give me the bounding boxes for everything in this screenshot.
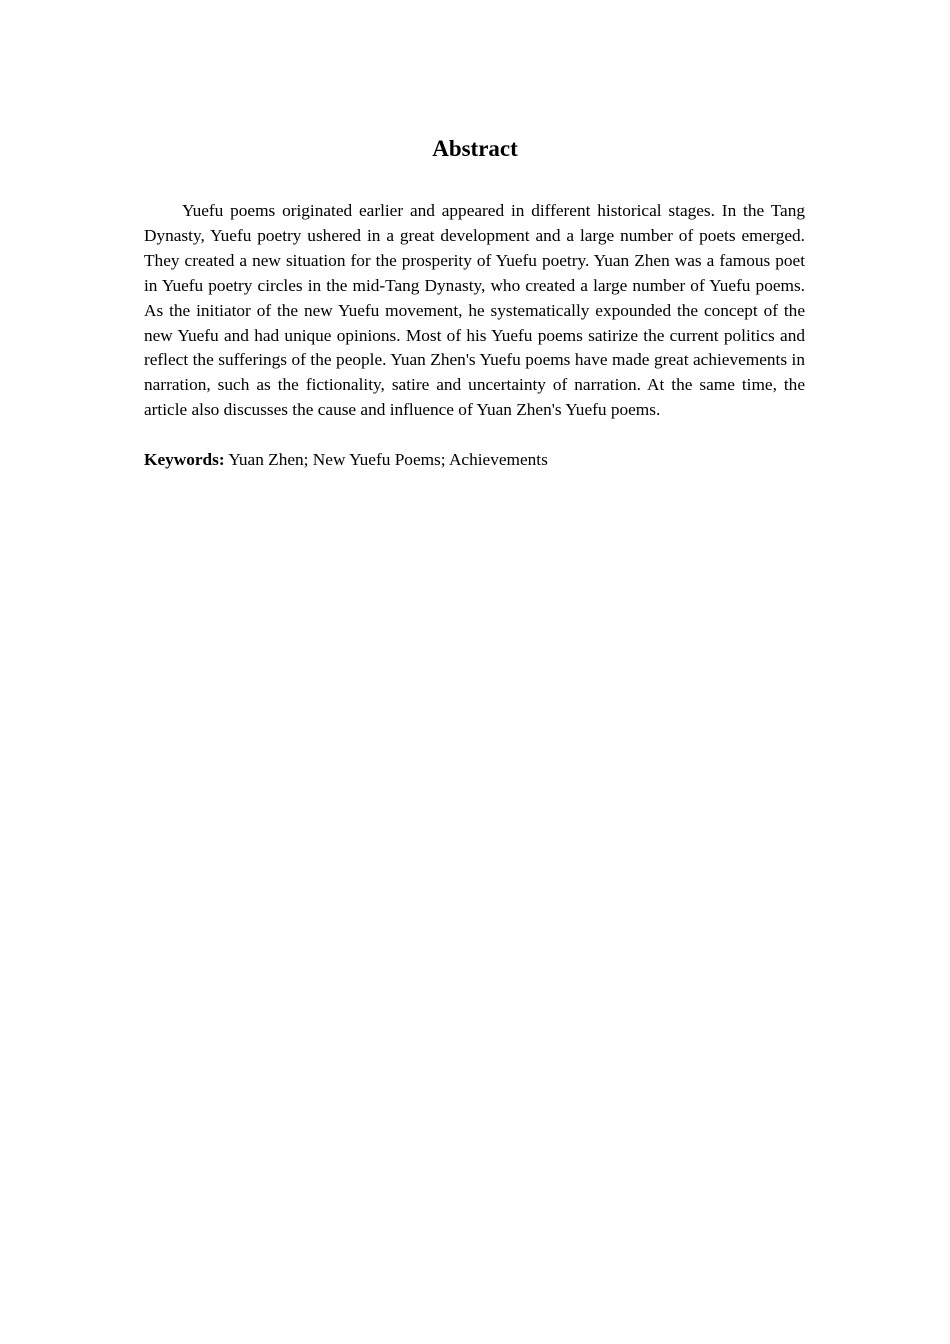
abstract-title: Abstract	[432, 136, 518, 161]
keywords-label: Keywords:	[144, 450, 225, 469]
abstract-body: Yuefu poems originated earlier and appeared in different historical stages. In the Tang Dynasty, Yuefu poetry ushered in a great development and a large number of poets emerged. They created a new situation for the prosperity of Yuefu poetry. Yuan Zhen was a famous poet in Yuefu poetry circles in the mid-Tang Dynasty, who created a large number of Yuefu poems. As the initiator of the new Yuefu movement, he systematically expounded the concept of the new Yuefu and had unique opinions. Most of his Yuefu poems satirize the current politics and reflect the sufferings of the people. Yuan Zhen's Yuefu poems have made great achievements in narration, such as the fictionality, satire and uncertainty of narration. At the same time, the article also discusses the cause and influence of Yuan Zhen's Yuefu poems.	[144, 201, 805, 420]
keywords-line	[144, 448, 805, 473]
keywords-value: Yuan Zhen; New Yuefu Poems; Achievements	[228, 450, 548, 469]
